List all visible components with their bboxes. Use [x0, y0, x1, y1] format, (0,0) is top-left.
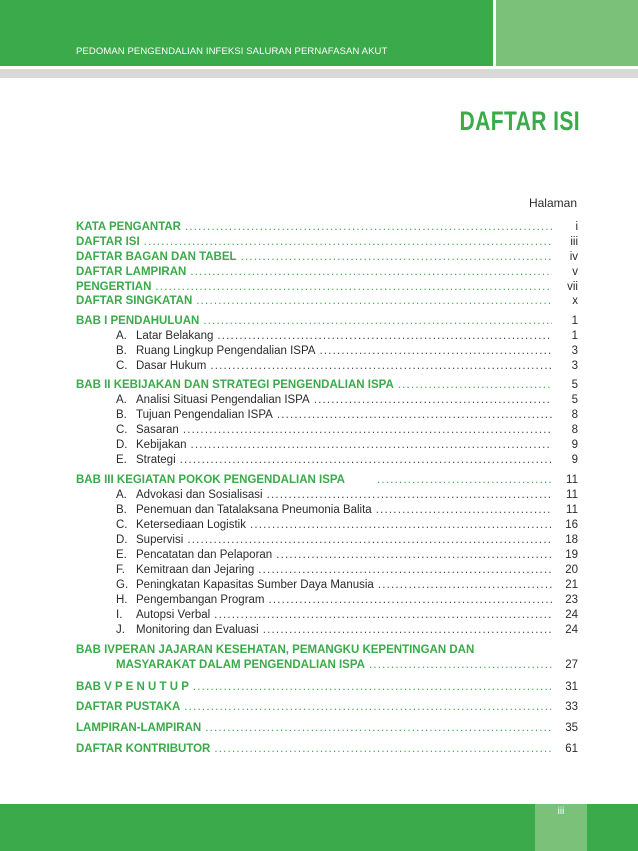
toc-subentry-letter: A. — [116, 330, 127, 342]
toc-leader — [196, 294, 552, 309]
toc-entry-title: DAFTAR PUSTAKA — [76, 701, 181, 713]
toc-entry-title: DAFTAR LAMPIRAN — [76, 266, 187, 278]
toc-subentry[interactable] — [76, 438, 578, 453]
toc-entry-title: DAFTAR BAGAN DAN TABEL — [76, 251, 237, 263]
toc-leader — [205, 721, 552, 736]
toc-entry-title: DAFTAR ISI — [76, 236, 140, 248]
toc-entry-page: 61 — [565, 743, 578, 755]
toc-entry-page: 21 — [565, 579, 578, 591]
toc-subentry-letter: A. — [116, 489, 127, 501]
toc-leader — [155, 280, 552, 295]
toc-entry-title: Ruang Lingkup Pengendalian ISPA — [136, 345, 316, 357]
toc-subentry[interactable] — [76, 503, 578, 518]
toc-entry-title: Supervisi — [136, 534, 184, 546]
running-title: PEDOMAN PENGENDALIAN INFEKSI SALURAN PERNAFASAN AKUT — [76, 46, 388, 57]
toc-subentry-letter: C. — [116, 424, 128, 436]
toc-entry-title: LAMPIRAN-LAMPIRAN — [76, 722, 202, 734]
toc-leader — [190, 265, 552, 280]
toc-subentry-letter: D. — [116, 534, 128, 546]
toc-subentry-letter: H. — [116, 594, 128, 606]
toc-entry-title: BAB V P E N U T U P — [76, 681, 189, 693]
toc-entry-page: v — [572, 266, 578, 278]
toc-entry[interactable] — [76, 250, 578, 265]
toc-leader — [267, 488, 552, 503]
toc-leader — [276, 548, 552, 563]
toc-entry-title: KATA PENGANTAR — [76, 221, 181, 233]
toc-subentry-letter: J. — [116, 624, 125, 636]
toc-leader — [180, 453, 552, 468]
page-column-heading: Halaman — [528, 196, 577, 210]
toc-entry[interactable] — [76, 235, 578, 250]
toc-subentry-letter: E. — [116, 454, 127, 466]
toc-entry-page: iv — [569, 251, 578, 263]
page-title: DAFTAR ISI — [459, 106, 580, 136]
toc-leader — [376, 503, 552, 518]
toc-entry-page: i — [575, 221, 578, 233]
toc-entry-title: BAB II KEBIJAKAN DAN STRATEGI PENGENDALIAN ISPA — [76, 379, 394, 391]
toc-entry-title: DAFTAR SINGKATAN — [76, 295, 193, 307]
toc-subentry[interactable] — [76, 563, 578, 578]
page-number: iii — [557, 806, 565, 817]
header-divider — [493, 0, 496, 66]
toc-entry-title: Pencatatan dan Pelaporan — [136, 549, 273, 561]
toc-entry-title: BAB III KEGIATAN POKOK PENGENDALIAN ISPA — [76, 474, 345, 486]
toc-leader — [203, 314, 552, 329]
toc-entry-page: 3 — [571, 360, 578, 372]
toc-entry-page: 31 — [565, 681, 578, 693]
toc-entry-title: DAFTAR KONTRIBUTOR — [76, 743, 211, 755]
toc-chapter[interactable] — [76, 473, 578, 488]
header-shadow-strip — [0, 69, 638, 78]
toc-entry-title: Analisi Situasi Pengendalian ISPA — [136, 394, 310, 406]
toc-chapter[interactable] — [76, 680, 578, 695]
toc-entry[interactable] — [76, 220, 578, 235]
toc-entry[interactable] — [76, 742, 578, 757]
toc-entry-page: 5 — [571, 379, 578, 391]
toc-chapter[interactable] — [76, 643, 578, 658]
toc-leader — [217, 329, 552, 344]
toc-subentry[interactable] — [76, 393, 578, 408]
toc-entry-page: 3 — [571, 345, 578, 357]
toc-entry-title: Dasar Hukum — [136, 360, 207, 372]
toc-chapter[interactable] — [76, 378, 578, 393]
toc-entry-page: 1 — [571, 330, 578, 342]
toc-subentry-letter: B. — [116, 504, 127, 516]
toc-entry-page: 8 — [571, 409, 578, 421]
toc-subentry-letter: D. — [116, 439, 128, 451]
toc-chapter-continued[interactable] — [76, 658, 578, 673]
toc-subentry[interactable] — [76, 548, 578, 563]
toc-subentry[interactable] — [76, 453, 578, 468]
toc-entry-title: Penemuan dan Tatalaksana Pneumonia Balita — [136, 504, 372, 516]
toc-entry-page: 11 — [566, 504, 578, 516]
toc-subentry-letter: B. — [116, 409, 127, 421]
toc-leader — [183, 423, 552, 438]
toc-entry-title: BAB I PENDAHULUAN — [76, 315, 200, 327]
toc-leader — [184, 700, 552, 715]
toc-entry-title: Kebijakan — [136, 439, 187, 451]
toc-leader — [369, 658, 552, 673]
toc-entry-page: iii — [570, 236, 578, 248]
toc-leader — [277, 408, 552, 423]
toc-entry[interactable] — [76, 280, 578, 295]
toc-entry-title: Pengembangan Program — [136, 594, 265, 606]
toc-entry[interactable] — [76, 294, 578, 309]
toc-leader — [214, 742, 552, 757]
toc-subentry[interactable] — [76, 329, 578, 344]
toc-subentry-letter: G. — [116, 579, 129, 591]
toc-entry-title: Kemitraan dan Jejaring — [136, 564, 255, 576]
toc-chapter[interactable] — [76, 314, 578, 329]
toc-subentry[interactable] — [76, 518, 578, 533]
toc-leader — [377, 473, 552, 488]
toc-leader — [193, 680, 552, 695]
toc-entry-page: 5 — [571, 394, 578, 406]
toc-entry-page: 16 — [565, 519, 578, 531]
toc-leader — [258, 563, 552, 578]
toc-entry-page: 20 — [565, 564, 578, 576]
toc-subentry[interactable] — [76, 359, 578, 374]
toc-subentry-letter: A. — [116, 394, 127, 406]
toc-subentry[interactable] — [76, 623, 578, 638]
toc-entry-page: 23 — [565, 594, 578, 606]
toc-subentry[interactable] — [76, 533, 578, 548]
toc-entry-page: x — [572, 295, 578, 307]
toc-entry-page: 19 — [565, 549, 578, 561]
toc-entry-title: Sasaran — [136, 424, 179, 436]
toc-entry-page: 11 — [566, 474, 578, 486]
toc-leader — [214, 608, 552, 623]
toc-entry-page: 9 — [571, 454, 578, 466]
toc-entry-page: 33 — [565, 701, 578, 713]
header-accent-block — [496, 0, 638, 66]
toc-leader — [187, 533, 552, 548]
toc-entry-title: Tujuan Pengendalian ISPA — [136, 409, 273, 421]
toc-entry-title: Strategi — [136, 454, 176, 466]
toc-entry-title: Monitoring dan Evaluasi — [136, 624, 259, 636]
toc-subentry-letter: I. — [116, 609, 123, 621]
toc-subentry[interactable] — [76, 593, 578, 608]
toc-entry-title: MASYARAKAT DALAM PENGENDALIAN ISPA — [116, 659, 365, 671]
toc-entry-title: PENGERTIAN — [76, 281, 152, 293]
toc-subentry[interactable] — [76, 408, 578, 423]
toc-subentry-letter: C. — [116, 360, 128, 372]
toc-entry-title: Ketersediaan Logistik — [136, 519, 246, 531]
toc-entry-page: 11 — [566, 489, 578, 501]
toc-leader — [398, 378, 552, 393]
toc-leader — [185, 220, 552, 235]
toc-leader — [269, 593, 553, 608]
toc-leader — [241, 250, 552, 265]
toc-subentry-letter: B. — [116, 345, 127, 357]
toc-entry-title: Advokasi dan Sosialisasi — [136, 489, 263, 501]
toc-leader — [144, 235, 552, 250]
toc-entry[interactable] — [76, 700, 578, 715]
toc-entry-page: 9 — [571, 439, 578, 451]
toc-entry-page: vii — [567, 281, 578, 293]
toc-leader — [210, 359, 552, 374]
toc-subentry-letter: E. — [116, 549, 127, 561]
toc-leader — [319, 344, 552, 359]
toc-leader — [378, 578, 552, 593]
toc-subentry[interactable] — [76, 488, 578, 503]
toc-entry-page: 24 — [565, 609, 578, 621]
toc-entry-page: 1 — [571, 315, 578, 327]
toc-entry-page: 27 — [565, 659, 578, 671]
toc-leader — [314, 393, 552, 408]
toc-entry-title: Peningkatan Kapasitas Sumber Daya Manusia — [136, 579, 374, 591]
toc-entry-title: BAB IVPERAN JAJARAN KESEHATAN, PEMANGKU KEPENTINGAN DAN — [76, 644, 475, 656]
toc-subentry[interactable] — [76, 608, 578, 623]
toc-subentry[interactable] — [76, 344, 578, 359]
toc-entry-page: 8 — [571, 424, 578, 436]
toc-entry[interactable] — [76, 721, 578, 736]
toc-entry-page: 35 — [565, 722, 578, 734]
toc-entry-title: Autopsi Verbal — [136, 609, 211, 621]
toc-leader — [191, 438, 552, 453]
toc-leader — [263, 623, 552, 638]
toc-leader — [250, 518, 552, 533]
toc-entry-title: Latar Belakang — [136, 330, 214, 342]
toc-subentry[interactable] — [76, 578, 578, 593]
toc-subentry[interactable] — [76, 423, 578, 438]
toc-entry[interactable] — [76, 265, 578, 280]
toc-subentry-letter: F. — [116, 564, 125, 576]
toc-entry-page: 24 — [565, 624, 578, 636]
toc-subentry-letter: C. — [116, 519, 128, 531]
toc-entry-page: 18 — [565, 534, 578, 546]
